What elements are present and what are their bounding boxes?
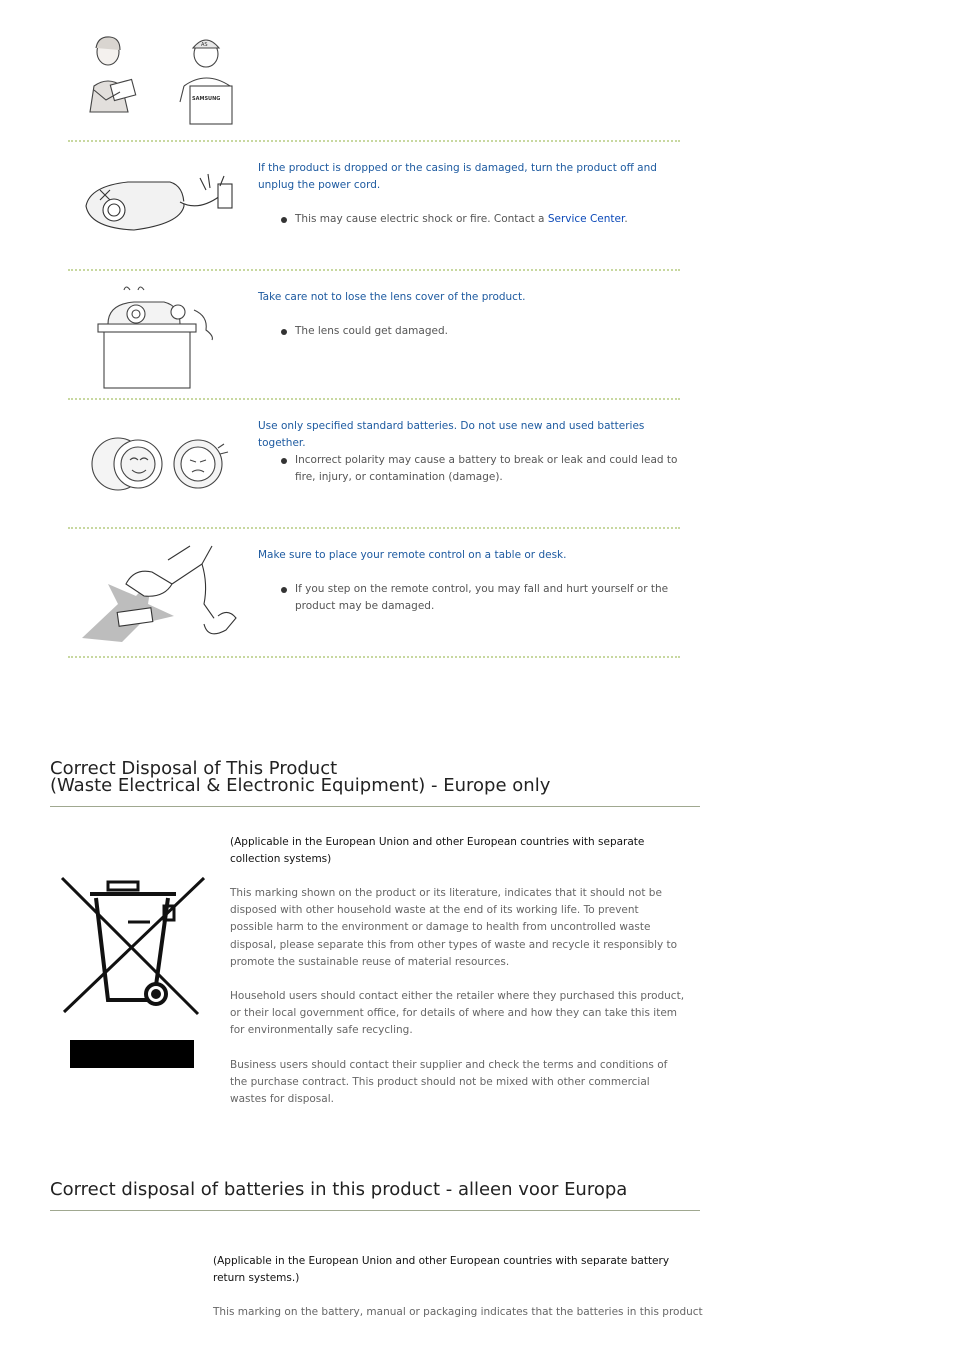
section-divider: [68, 269, 680, 271]
bullet-dot: [281, 587, 287, 593]
weee-paragraph: Business users should contact their supplier and check the terms and conditions of the purchase contract. This product should not be mixed with other commercial wastes for disposal.: [230, 1059, 668, 1106]
warning-bullet: [281, 452, 685, 486]
technician-cap-label: AS: [201, 42, 208, 48]
warning-bullet: [281, 581, 685, 615]
warning-bullet: [281, 211, 685, 228]
crossed-out-wheelie-bin-icon: [58, 872, 210, 1072]
warning-bullet-text: This may cause electric shock or fire. Contact a: [295, 213, 548, 225]
warning-heading: Make sure to place your remote control on a table or desk.: [258, 549, 567, 561]
weee-title-rule: [50, 806, 700, 807]
weee-title-line2: (Waste Electrical & Electronic Equipment) - Europe only: [50, 775, 551, 796]
weee-title-line1: Correct Disposal of This Product: [50, 758, 338, 779]
stepping-on-remote-illustration: [78, 544, 240, 644]
section-divider: [68, 656, 680, 658]
bullet-dot: [281, 217, 287, 223]
section-divider: [68, 527, 680, 529]
lens-cover-projector-illustration: [94, 280, 224, 390]
warning-heading: If the product is dropped or the casing is damaged, turn the product off and unplug the power cord.: [258, 162, 657, 191]
weee-paragraph: Household users should contact either the retailer where they purchased this product, or their local government office, for details of where and how they can take this item for environmentally safe recycling.: [230, 990, 685, 1037]
warning-bullet-text: Incorrect polarity may cause a battery to break or leak and could lead to fire, injury, or contamination (damage).: [295, 454, 678, 483]
batteries-illustration: [86, 434, 236, 494]
reading-woman-and-technician-illustration: [80, 30, 240, 126]
warning-bullet-suffix: .: [624, 213, 628, 225]
bullet-dot: [281, 458, 287, 464]
technician-sign-label: SAMSUNG: [192, 96, 221, 102]
dropped-projector-illustration: [80, 172, 240, 242]
weee-paragraph: This marking shown on the product or its literature, indicates that it should not be disposed with other household waste at the end of its working life. To prevent possible harm to the environment or damage to health from uncontrolled waste disposal, please separate this from other types of waste and recycle it responsibly to promote the sustainable reuse of material resources.: [230, 887, 678, 968]
warning-heading: Take care not to lose the lens cover of the product.: [258, 291, 526, 303]
warning-bullet-text: The lens could get damaged.: [295, 325, 448, 337]
warning-heading: Use only specified standard batteries. Do not use new and used batteries together.: [258, 420, 645, 449]
weee-applicable-note: (Applicable in the European Union and other European countries with separate collection systems): [230, 836, 645, 865]
warning-bullet: [281, 323, 685, 340]
weee-title: [50, 760, 700, 794]
section-divider: [68, 140, 680, 142]
section-divider: [68, 398, 680, 400]
service-center-link[interactable]: Service Center: [547, 213, 625, 225]
batteries-paragraph: This marking on the battery, manual or packaging indicates that the batteries in this product: [213, 1306, 703, 1318]
batteries-applicable-note: (Applicable in the European Union and other European countries with separate battery return systems.): [213, 1255, 670, 1284]
warning-bullet-text: If you step on the remote control, you may fall and hurt yourself or the product may be damaged.: [295, 583, 669, 612]
bullet-dot: [281, 329, 287, 335]
batteries-title-rule: [50, 1210, 700, 1211]
batteries-title: Correct disposal of batteries in this product - alleen voor Europa: [50, 1179, 628, 1200]
